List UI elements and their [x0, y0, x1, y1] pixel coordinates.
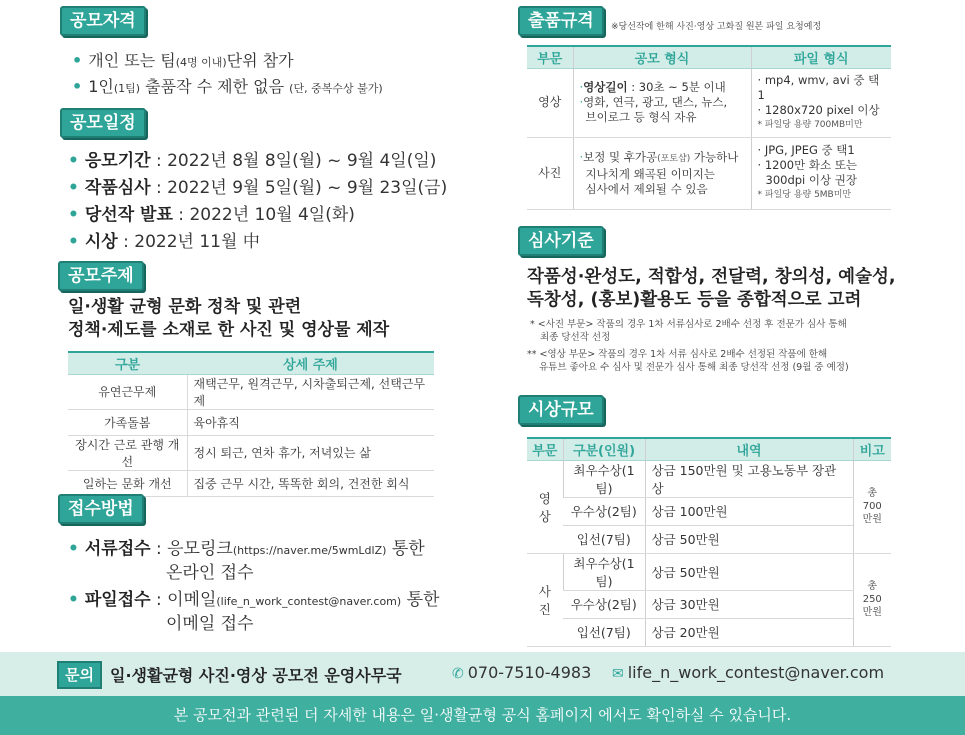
spec-title: 출품규격 [518, 6, 604, 36]
eligibility-line-1: • 개인 또는 팀(4명 이내)단위 참가 [72, 51, 294, 70]
topic-title: 공모주제 [58, 261, 144, 291]
schedule-item: • 작품심사 : 2022년 9월 5일(월) ~ 9월 23일(금) [68, 178, 448, 198]
submission-item-1-line2: 온라인 접수 [166, 563, 254, 583]
criteria-title: 심사기준 [518, 226, 604, 256]
inquiry-phone: ✆ 070-7510-4983 [452, 663, 592, 682]
submission-item-2: • 파일접수 : 이메일(life_n_work_contest@naver.com) 통한 [68, 590, 440, 610]
submission-item-1: • 서류접수 : 응모링크(https://naver.me/5wmLdlZ) 통한 [68, 539, 425, 559]
inquiry-email[interactable]: ✉ life_n_work_contest@naver.com [612, 663, 885, 682]
table-header: 공모 형식 [573, 46, 751, 68]
spec-table [527, 45, 891, 210]
table-header: 상세 주제 [187, 352, 434, 374]
table-row: 영상 ·영상길이 : 30초 ~ 5분 이내 ·영화, 연극, 광고, 댄스, 뉴스, 브이로그 등 형식 자유 · mp4, wmv, avi 중 택1 · 1280x720 pixel 이상 * 파일당 용량 700MB미만 [527, 68, 891, 137]
table-row: 우수상(2팀) 상금 30만원 [527, 590, 891, 618]
table-row: 입선(7팀) 상금 20만원 [527, 618, 891, 646]
inquiry-office: 일·생활균형 사진·영상 공모전 운영사무국 [110, 666, 402, 685]
phone-icon: ✆ [452, 666, 464, 682]
table-header: 파일 형식 [751, 46, 891, 68]
table-row: 우수상(2팀) 상금 100만원 [527, 497, 891, 525]
spec-note: ※당선작에 한해 사진·영상 고화질 원본 파일 요청예정 [611, 22, 822, 32]
table-header: 구분(인원) [563, 438, 645, 460]
eligibility-title: 공모자격 [60, 6, 146, 36]
table-row: 사진 ·보정 및 후가공(포토샵) 가능하나 지나치게 왜곡된 이미지는 심사에서 제외될 수 있음 · JPG, JPEG 중 택1 · 1200만 화소 또는 300dpi 이상 권장 * 파일당 용량 5MB미만 [527, 137, 891, 209]
criteria-description: 작품성·완성도, 적합성, 전달력, 창의성, 예술성, 독창성, (홍보)활용도 등을 종합적으로 고려 [527, 267, 896, 310]
topic-description: 일·생활 균형 문화 정착 및 관련 정책·제도를 소재로 한 사진 및 영상물 제작 [68, 297, 390, 340]
schedule-title: 공모일정 [60, 108, 146, 138]
inquiry-label: 문의 [57, 661, 102, 689]
prize-title: 시상규모 [518, 395, 604, 425]
table-header: 구분 [68, 352, 187, 374]
table-row: 장시간 근로 관행 개선 정시 퇴근, 연차 휴가, 저녁있는 삶 [68, 435, 434, 470]
table-row: 유연근무제 재택근무, 원격근무, 시차출퇴근제, 선택근무제 [68, 374, 434, 409]
schedule-item: • 응모기간 : 2022년 8월 8일(월) ~ 9월 4일(일) [68, 151, 437, 171]
table-header: 부문 [527, 438, 563, 460]
table-row: 가족돌봄 육아휴직 [68, 409, 434, 435]
submission-title: 접수방법 [58, 494, 144, 524]
mail-icon: ✉ [612, 666, 624, 682]
table-header: 부문 [527, 46, 573, 68]
criteria-note-2: ** <영상 부문> 작품의 경우 1차 서류 심사로 2배수 선정된 작품에 한해 유튜브 좋아요 수 심사 및 전문가 심사 통해 최종 당선작 선정 (9월 중 예정) [527, 349, 849, 373]
table-row: 일하는 문화 개선 집중 근무 시간, 똑똑한 회의, 건전한 회식 [68, 470, 434, 496]
table-row: 사진 최우수상(1팀) 상금 50만원 총 250만원 [527, 553, 891, 590]
table-header: 내역 [645, 438, 853, 460]
table-header: 비고 [853, 438, 891, 460]
criteria-note-1: * <사진 부문> 작품의 경우 1차 서류심사로 2배수 선정 후 전문가 심사 통해 최종 당선작 선정 [530, 319, 847, 343]
bottom-banner: 본 공모전과 관련된 더 자세한 내용은 일·생활균형 공식 홈페이지 에서도 확인하실 수 있습니다. [0, 696, 965, 735]
schedule-item: • 당선작 발표 : 2022년 10월 4일(화) [68, 205, 355, 225]
schedule-item: • 시상 : 2022년 11월 中 [68, 232, 260, 252]
topic-table [68, 351, 434, 497]
prize-table [527, 437, 891, 647]
eligibility-line-2: • 1인(1팀) 출품작 수 제한 없음 (단, 중복수상 불가) [72, 77, 383, 96]
table-row: 영상 최우수상(1팀) 상금 150만원 및 고용노동부 장관상 총 700만원 [527, 460, 891, 497]
submission-item-2-line2: 이메일 접수 [166, 614, 254, 634]
table-row: 입선(7팀) 상금 50만원 [527, 525, 891, 553]
